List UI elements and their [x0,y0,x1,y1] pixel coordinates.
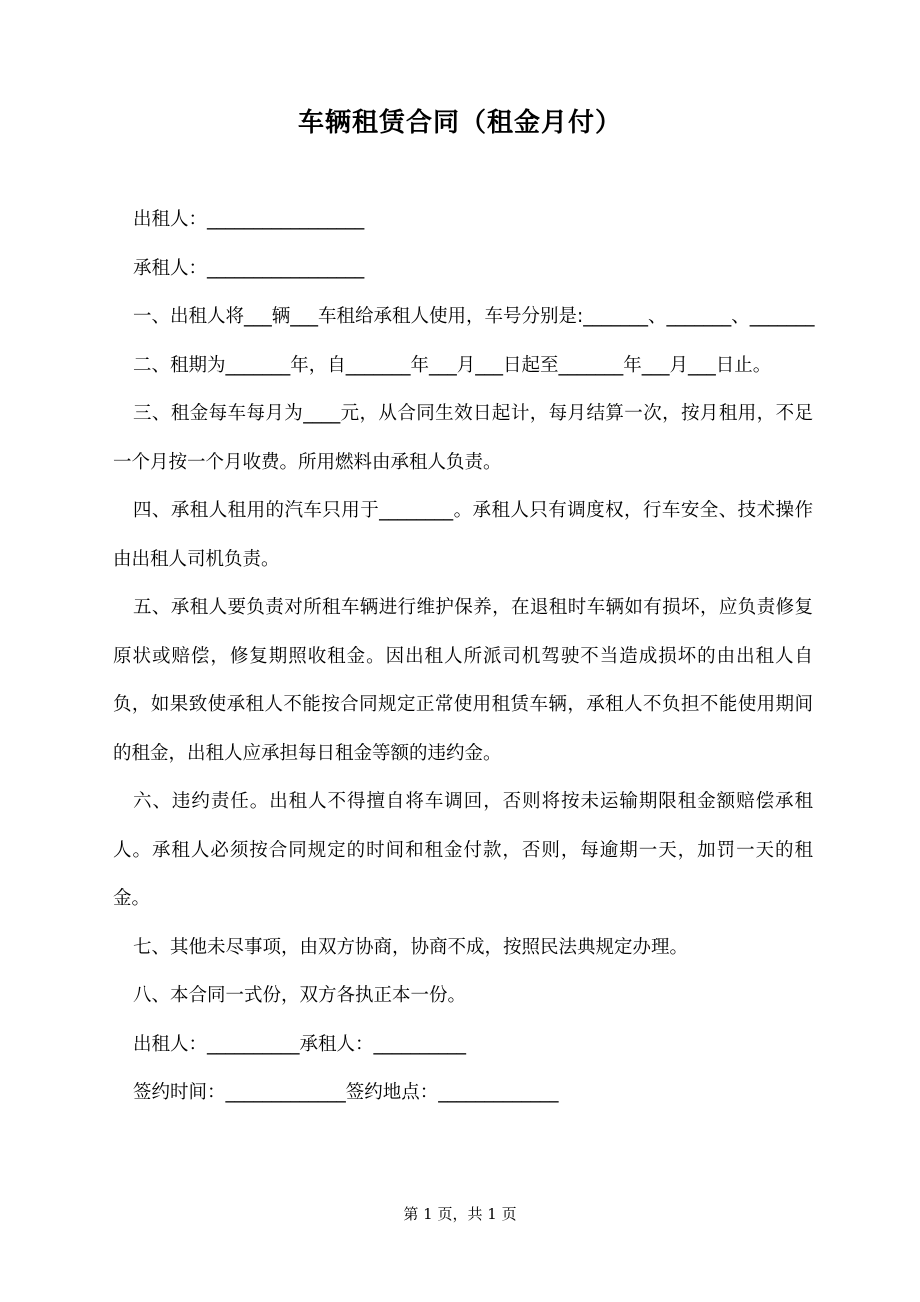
page-number: 第 1 页，共 1 页 [403,1205,517,1223]
clause-3: 三、租金每车每月为____元，从合同生效日起计，每月结算一次，按月租用，不足一个月按一个月收费。所用燃料由承租人负责。 [113,403,813,473]
lessee-line: 承租人：_________________ [133,257,365,279]
clause-8: 八、本合同一式份，双方各执正本一份。 [133,985,467,1006]
clause-2: 二、租期为_______年，自_______年___月___日起至_______年___月___日止。 [133,354,772,376]
clause-6: 六、违约责任。出租人不得擅自将车调回，否则将按未运输期限租金额赔偿承租人。承租人必须按合同规定的时间和租金付款，否则，每逾期一天，加罚一天的租金。 [113,791,813,909]
clause-4: 四、承租人租用的汽车只用于________。承租人只有调度权，行车安全、技术操作由出租人司机负责。 [113,500,813,570]
signing-time-place-line: 签约时间：_____________签约地点：_____________ [133,1082,559,1103]
contract-body [113,196,813,1118]
clause-7: 七、其他未尽事项，由双方协商，协商不成，按照民法典规定办理。 [133,936,689,958]
document-title: 车辆租赁合同（租金月付） [297,108,622,138]
clause-5: 五、承租人要负责对所租车辆进行维护保养，在退租时车辆如有损坏，应负责修复原状或赔偿，修复期照收租金。因出租人所派司机驾驶不当造成损坏的由出租人自负，如果致使承租人不能按合同规定正常使用租赁车辆，承租人不负担不能使用期间的租金，出租人应承担每日租金等额的违约金。 [113,597,813,764]
lessor-line: 出租人：_________________ [133,209,365,230]
signature-parties-line: 出租人：__________承租人：__________ [133,1033,467,1055]
clause-1: 一、出租人将___辆___车租给承租人使用，车号分别是:_______、_______、_______ [133,306,815,327]
